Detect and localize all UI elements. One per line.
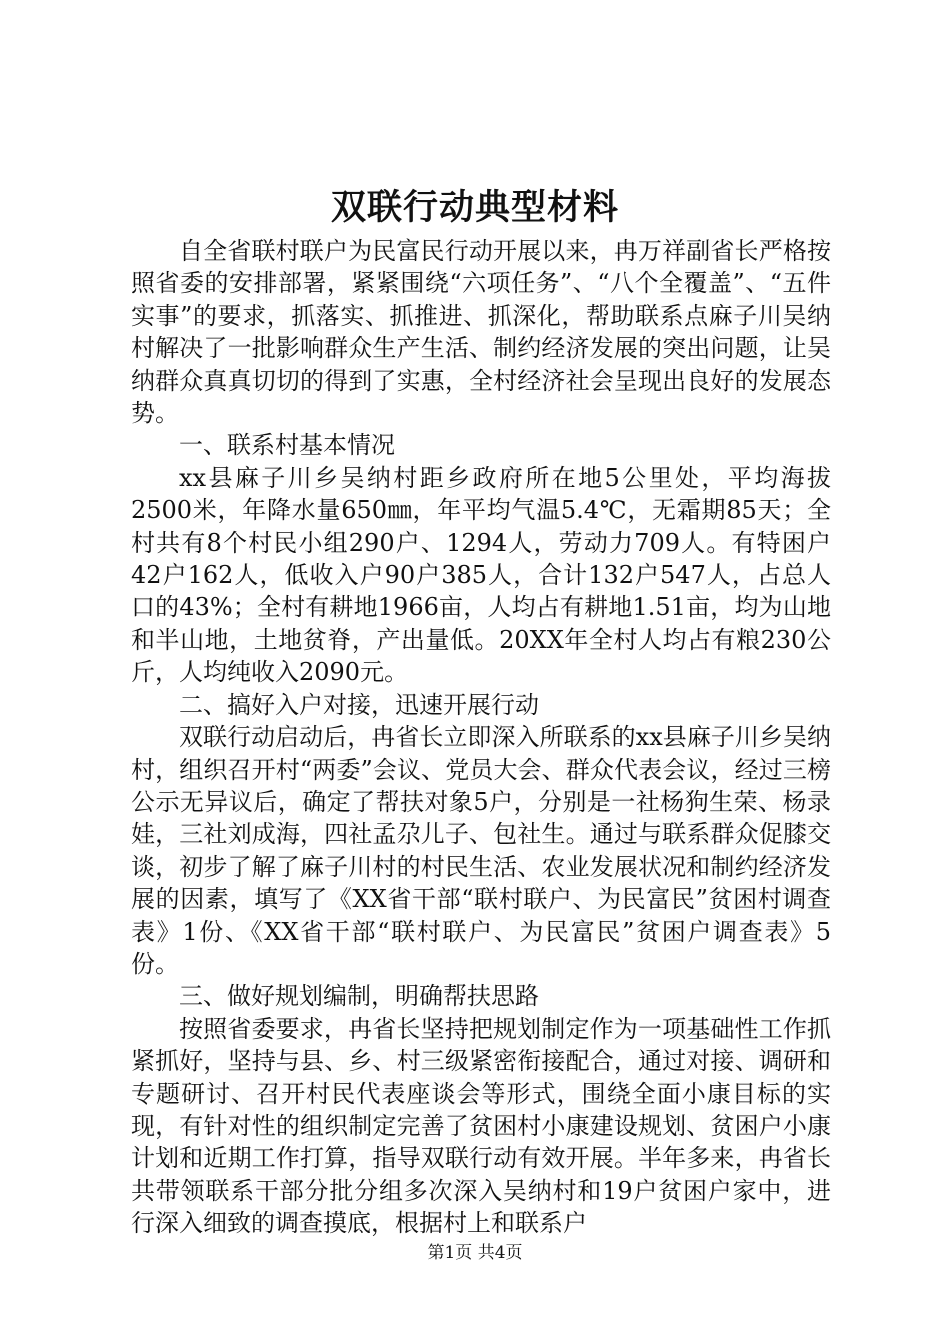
page-number-footer: 第1页 共4页 xyxy=(427,1243,523,1263)
section-heading-2: 二、搞好入户对接，迅速开展行动 xyxy=(179,690,539,719)
section-2-paragraph: 双联行动启动后，冉省长立即深入所联系的xx县麻子川乡吴纳村，组织召开村“两委”会议、党员大会、群众代表会议，经过三榜公示无异议后，确定了帮扶对象5户，分别是一社杨狗生荣、杨录娃，三社刘成海，四社孟尕儿子、包社生。通过与联系群众促膝交谈，初步了解了麻子川村的村民生活、农业发展状况和制约经济发展的因素，填写了《XX省干部“联村联户、为民富民”贫困村调查表》1份、《XX省干部“联村联户、为民富民”贫困户调查表》5份。 xyxy=(131,723,831,978)
document-title: 双联行动典型材料 xyxy=(330,187,619,228)
intro-paragraph: 自全省联村联户为民富民行动开展以来，冉万祥副省长严格按照省委的安排部署，紧紧围绕“六项任务”、“八个全覆盖”、“五件实事”的要求，抓落实、抓推进、抓深化，帮助联系点麻子川吴纳村解决了一批影响群众生产生活、制约经济发展的突出问题，让吴纳群众真真切切的得到了实惠，全村经济社会呈现出良好的发展态势。 xyxy=(131,237,831,428)
section-3-paragraph: 按照省委要求，冉省长坚持把规划制定作为一项基础性工作抓紧抓好，坚持与县、乡、村三级紧密衔接配合，通过对接、调研和专题研讨、召开村民代表座谈会等形式，围绕全面小康目标的实现，有针对性的组织制定完善了贫困村小康建设规划、贫困户小康计划和近期工作打算，指导双联行动有效开展。半年多来，冉省长共带领联系干部分批分组多次深入吴纳村和19户贫困户家中，进行深入细致的调查摸底，根据村上和联系户 xyxy=(131,1014,831,1238)
section-heading-3: 三、做好规划编制，明确帮扶思路 xyxy=(179,982,539,1011)
section-heading-1: 一、联系村基本情况 xyxy=(179,431,395,460)
document-body xyxy=(131,235,831,1240)
section-1-paragraph: xx县麻子川乡吴纳村距乡政府所在地5公里处，平均海拔2500米，年降水量650㎜，年平均气温5.4℃，无霜期85天；全村共有8个村民小组290户、1294人，劳动力709人。有特困户42户162人，低收入户90户385人，合计132户547人，占总人口的43%；全村有耕地1966亩，人均占有耕地1.51亩，均为山地和半山地，土地贫脊，产出量低。20XX年全村人均占有粮230公斤，人均纯收入2090元。 xyxy=(131,463,831,687)
